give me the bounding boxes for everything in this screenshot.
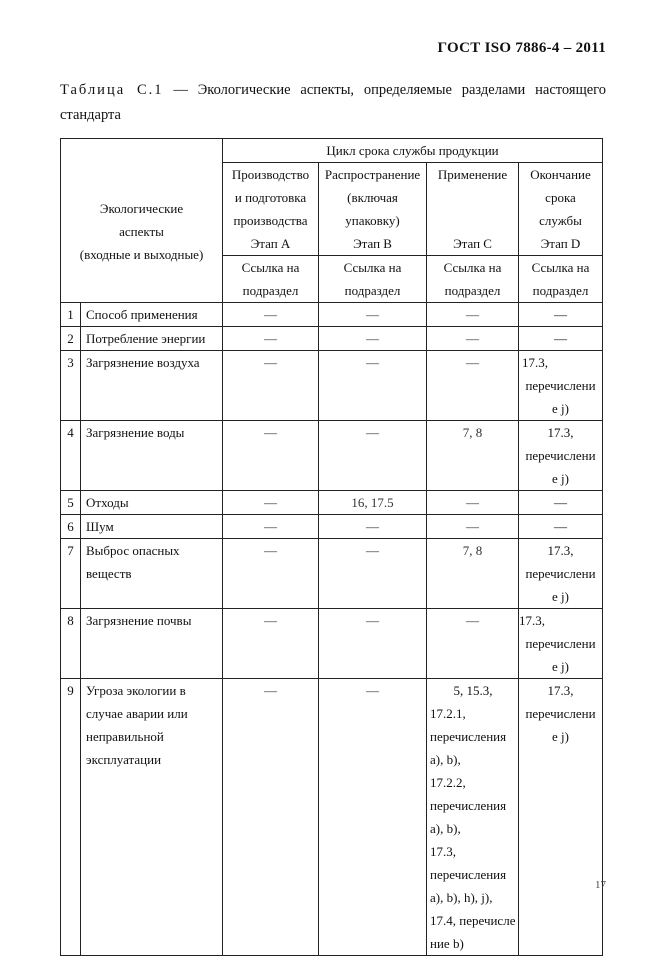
stage-d-cell [519, 327, 603, 351]
stage-c-line: a), b), [430, 752, 461, 767]
stage-d-line: перечислени [525, 378, 596, 393]
stage-d-cell [519, 303, 603, 327]
stage-c-line: 17.2.1, [430, 706, 466, 721]
stage-c-line: 7, 8 [462, 543, 483, 558]
aspect-name [81, 351, 223, 421]
stage-d-line: 17.3, [547, 543, 574, 558]
stage-c-cell [427, 327, 519, 351]
stage-c-line: 5, 15.3, [453, 683, 493, 698]
stage-header-line: Этап С [453, 236, 492, 251]
stage-d-cell [519, 679, 603, 956]
row-number: 9 [61, 679, 81, 956]
stage-header-line: Этап А [250, 236, 291, 251]
stage-a-cell: — [223, 351, 319, 421]
aspect-name-line: эксплуатации [86, 752, 162, 767]
stage-b-cell: 16, 17.5 [319, 491, 427, 515]
table-row [61, 491, 603, 515]
stage-c-cell [427, 539, 519, 609]
stage-header [427, 163, 519, 256]
stage-c-cell [427, 421, 519, 491]
aspect-name [81, 491, 223, 515]
stage-d-line: е j) [552, 729, 569, 744]
stage-header-line: (включая [347, 190, 398, 205]
stage-c-line: — [466, 495, 480, 510]
stage-d-cell [519, 491, 603, 515]
stage-header-line: Распространение [324, 167, 421, 182]
aspect-name [81, 303, 223, 327]
stage-c-line: — [466, 519, 480, 534]
stage-d-line: е j) [552, 659, 569, 674]
reference-header [427, 256, 519, 303]
stage-c-line: 17.4, перечисле [430, 913, 516, 928]
stage-d-line: — [554, 307, 568, 322]
stage-d-line: перечислени [525, 636, 596, 651]
stage-header [519, 163, 603, 256]
reference-header [519, 256, 603, 303]
stage-b-cell: — [319, 539, 427, 609]
stage-d-cell [519, 539, 603, 609]
reference-header-line: Ссылка на [531, 260, 590, 275]
stage-c-line: 17.2.2, [430, 775, 466, 790]
stage-header-line: производства [233, 213, 308, 228]
aspect-name [81, 679, 223, 956]
stage-c-cell [427, 303, 519, 327]
table-caption-lead: Таблица С.1 [60, 82, 164, 98]
stage-b-cell: — [319, 609, 427, 679]
stage-header [223, 163, 319, 256]
aspect-name-line: Отходы [86, 495, 129, 510]
aspects-header-line: аспекты [119, 224, 164, 239]
stage-header-line: и подготовка [234, 190, 307, 205]
stage-b-cell: — [319, 351, 427, 421]
stage-header-line: срока [545, 190, 576, 205]
aspect-name-line: Загрязнение воздуха [86, 355, 200, 370]
aspect-name-line: Выброс опасных [86, 543, 180, 558]
aspect-name-line: Загрязнение воды [86, 425, 185, 440]
stage-a-cell: — [223, 327, 319, 351]
stage-d-cell [519, 351, 603, 421]
reference-header [223, 256, 319, 303]
table-row [61, 351, 603, 421]
row-number: 8 [61, 609, 81, 679]
aspect-name-line: неправильной [86, 729, 164, 744]
stage-c-line: 7, 8 [462, 425, 483, 440]
stage-d-cell [519, 515, 603, 539]
stage-c-cell [427, 515, 519, 539]
stage-d-line: е j) [552, 589, 569, 604]
reference-header [319, 256, 427, 303]
stage-a-cell: — [223, 539, 319, 609]
aspects-header [61, 139, 223, 303]
environmental-aspects-table [60, 138, 603, 956]
standard-code: ГОСТ ISO 7886-4 – 2011 [437, 40, 606, 56]
aspect-name-line: Способ применения [86, 307, 198, 322]
aspect-name-line: Потребление энергии [86, 331, 206, 346]
aspect-name [81, 515, 223, 539]
stage-header-line: службы [539, 213, 582, 228]
stage-d-cell [519, 609, 603, 679]
lifecycle-header: Цикл срока службы продукции [223, 139, 603, 163]
aspect-name [81, 539, 223, 609]
reference-header-line: подраздел [344, 283, 401, 298]
stage-c-line: — [466, 307, 480, 322]
row-number: 5 [61, 491, 81, 515]
stage-d-line: е j) [552, 471, 569, 486]
stage-c-line: a), b), [430, 821, 461, 836]
stage-c-line: перечисления [430, 867, 507, 882]
table-row [61, 515, 603, 539]
stage-d-line: — [554, 495, 568, 510]
table-caption-text: — Экологические аспекты, определяемые разделами настоящего стандарта [60, 82, 607, 123]
stage-c-cell [427, 491, 519, 515]
reference-header-line: подраздел [242, 283, 299, 298]
stage-b-cell: — [319, 303, 427, 327]
table-row [61, 609, 603, 679]
stage-header-line: Производство [231, 167, 310, 182]
aspect-name-line: случае аварии или [86, 706, 188, 721]
reference-header-line: подраздел [532, 283, 589, 298]
stage-header-line: Применение [437, 167, 508, 182]
reference-header-line: Ссылка на [443, 260, 502, 275]
stage-a-cell: — [223, 515, 319, 539]
aspect-name-line: Шум [86, 519, 114, 534]
stage-c-line: a), b), h), j), [430, 890, 493, 905]
stage-c-line: — [466, 355, 480, 370]
stage-c-line: перечисления [430, 729, 507, 744]
stage-c-line: перечисления [430, 798, 507, 813]
stage-c-line: 17.3, [430, 844, 457, 859]
stage-d-line: е j) [552, 401, 569, 416]
stage-d-cell [519, 421, 603, 491]
stage-a-cell: — [223, 679, 319, 956]
table-row [61, 303, 603, 327]
stage-a-cell: — [223, 421, 319, 491]
stage-header-line: Этап В [353, 236, 392, 251]
aspect-name-line: Угроза экологии в [86, 683, 186, 698]
stage-c-cell [427, 679, 519, 956]
stage-header-line: упаковку) [345, 213, 400, 228]
stage-b-cell: — [319, 515, 427, 539]
stage-d-line: перечислени [525, 566, 596, 581]
stage-header-line [427, 209, 518, 232]
row-number: 1 [61, 303, 81, 327]
aspect-name-line: веществ [86, 566, 132, 581]
row-number: 6 [61, 515, 81, 539]
stage-d-line: — [554, 519, 568, 534]
stage-c-cell [427, 609, 519, 679]
row-number: 2 [61, 327, 81, 351]
page-number: 17 [595, 879, 606, 891]
stage-c-line: — [466, 331, 480, 346]
stage-a-cell: — [223, 491, 319, 515]
stage-header [319, 163, 427, 256]
stage-header-line: Этап D [540, 236, 581, 251]
aspect-name-line: Загрязнение почвы [86, 613, 192, 628]
row-number: 4 [61, 421, 81, 491]
table-row [61, 421, 603, 491]
stage-d-line: 17.3, [547, 683, 574, 698]
row-number: 3 [61, 351, 81, 421]
stage-a-cell: — [223, 609, 319, 679]
aspects-header-line: (входные и выходные) [79, 247, 204, 262]
table-caption [60, 78, 606, 128]
reference-header-line: Ссылка на [343, 260, 402, 275]
reference-header-line: подраздел [444, 283, 501, 298]
stage-c-cell [427, 351, 519, 421]
stage-d-line: 17.3, [547, 425, 574, 440]
stage-c-line: ние b) [430, 936, 464, 951]
stage-header-line [427, 186, 518, 209]
table-row [61, 327, 603, 351]
aspect-name [81, 327, 223, 351]
stage-d-line: 17.3, [519, 613, 546, 628]
stage-header-line: Окончание [530, 167, 591, 182]
stage-b-cell: — [319, 421, 427, 491]
row-number: 7 [61, 539, 81, 609]
stage-d-line: — [554, 331, 568, 346]
stage-b-cell: — [319, 679, 427, 956]
table-row [61, 679, 603, 956]
stage-b-cell: — [319, 327, 427, 351]
stage-d-line: перечислени [525, 706, 596, 721]
stage-a-cell: — [223, 303, 319, 327]
aspect-name [81, 421, 223, 491]
stage-c-line: — [466, 613, 480, 628]
stage-d-line: 17.3, [522, 355, 549, 370]
aspect-name [81, 609, 223, 679]
reference-header-line: Ссылка на [241, 260, 300, 275]
stage-d-line: перечислени [525, 448, 596, 463]
aspects-header-line: Экологические [99, 201, 184, 216]
table-row [61, 539, 603, 609]
